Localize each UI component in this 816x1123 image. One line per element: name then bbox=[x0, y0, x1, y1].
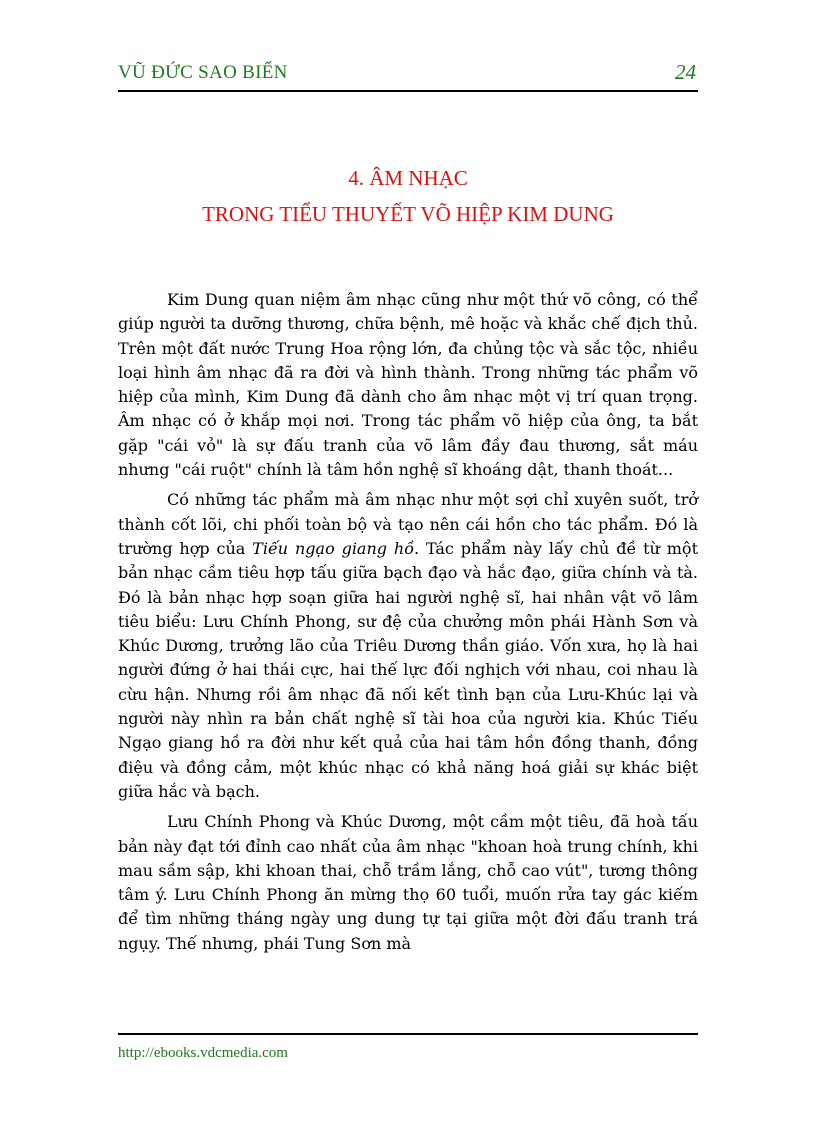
chapter-title-line-1: 4. ÂM NHẠC bbox=[348, 166, 468, 190]
book-title: VŨ ĐỨC SAO BIỂN bbox=[118, 62, 288, 83]
footer-url-link[interactable]: http://ebooks.vdcmedia.com bbox=[118, 1045, 288, 1061]
page-footer bbox=[118, 1033, 698, 1062]
body-text bbox=[118, 288, 698, 962]
paragraph-2 bbox=[118, 488, 698, 804]
page-header bbox=[118, 58, 698, 92]
chapter-title-line-2: TRONG TIỂU THUYẾT VÕ HIỆP KIM DUNG bbox=[202, 202, 614, 226]
page-number: 24 bbox=[675, 60, 696, 84]
paragraph-3: Lưu Chính Phong và Khúc Dương, một cầm một tiêu, đã hoà tấu bản này đạt tới đỉnh cao nhất của âm nhạc "khoan hoà trung chính, khi mau sầm sập, khi khoan thai, chỗ trầm lắng, chỗ cao vút", tương thông tâm ý. Lưu Chính Phong ăn mừng thọ 60 tuổi, muốn rửa tay gác kiếm để tìm những tháng ngày ung dung tự tại giữa một đời đấu tranh trá ngụy. Thế nhưng, phái Tung Sơn mà bbox=[118, 812, 698, 953]
paragraph-2-end: . Tác phẩm này lấy chủ đề từ một bản nhạc cầm tiêu hợp tấu giữa bạch đạo và hắc đạo, giữa chính và tà. Đó là bản nhạc hợp soạn giữa hai người nghệ sĩ, hai nhân vật võ lâm tiêu biểu: Lưu Chính Phong, sư đệ của chưởng môn phái Hành Sơn và Khúc Dương, trưởng lão của Triêu Dương thần giáo. Vốn xưa, họ là hai người đứng ở hai thái cực, hai thế lực đối nghịch với nhau, coi nhau là cừu hận. Nhưng rồi âm nhạc đã nối kết tình bạn của Lưu-Khúc lại và người này nhìn ra bản chất nghệ sĩ tài hoa của người kia. Khúc Tiếu Ngạo giang hồ ra đời như kết quả của hai tâm hồn đồng thanh, đồng điệu và đồng cảm, một khúc nhạc có khả năng hoá giải sự khác biệt giữa hắc và bạch. bbox=[118, 538, 698, 801]
paragraph-2-start: Có những tác phẩm mà âm nhạc như một sợi chỉ xuyên suốt, trở thành cốt lõi, chi phối toàn bộ và tạo nên cái hồn cho tác phẩm. Đó là trường hợp của bbox=[118, 490, 698, 558]
paragraph-1: Kim Dung quan niệm âm nhạc cũng như một thứ võ công, có thể giúp người ta dưỡng thương, chữa bệnh, mê hoặc và khắc chế địch thủ. Trên một đất nước Trung Hoa rộng lớn, đa chủng tộc và sắc tộc, nhiều loại hình âm nhạc đã ra đời và hình thành. Trong những tác phẩm võ hiệp của mình, Kim Dung đã dành cho âm nhạc một vị trí quan trọng. Âm nhạc có ở khắp mọi nơi. Trong tác phẩm võ hiệp của ông, ta bắt gặp "cái vỏ" là sự đấu tranh của võ lâm đầy đau thương, sắt máu nhưng "cái ruột" chính là tâm hồn nghệ sĩ khoáng dật, thanh thoát... bbox=[118, 290, 698, 480]
work-title: Tiếu ngạo giang hồ bbox=[252, 538, 414, 558]
chapter-heading bbox=[118, 160, 698, 232]
